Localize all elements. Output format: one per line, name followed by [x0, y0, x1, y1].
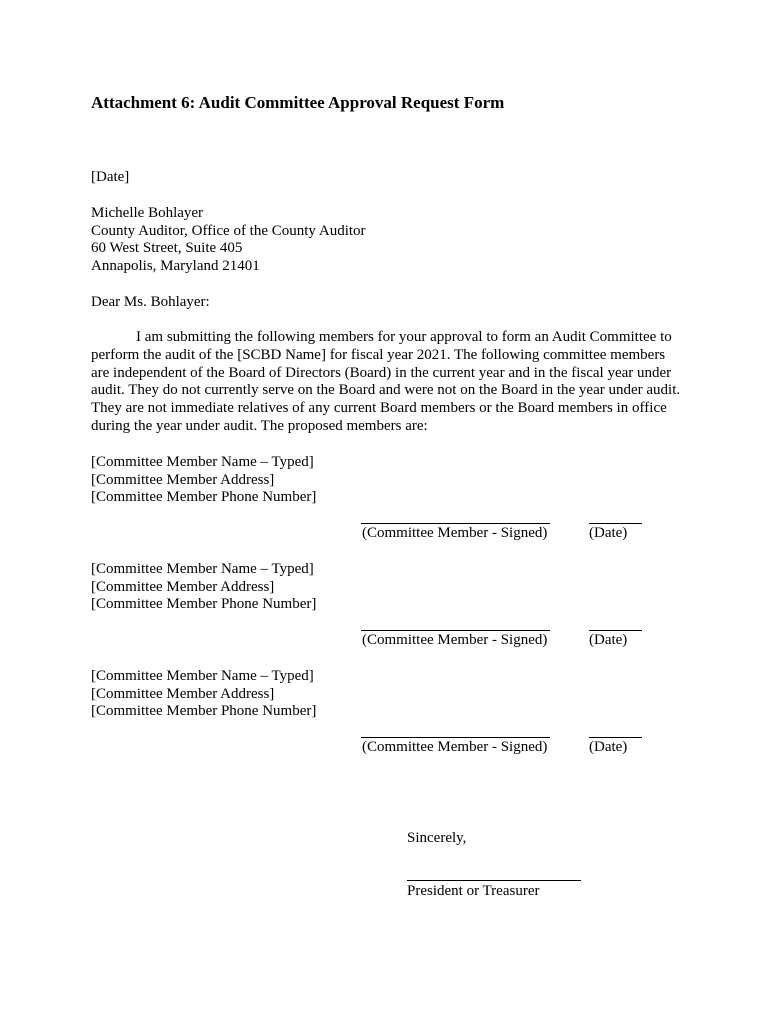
member-date-label: (Date) [589, 739, 628, 755]
member-phone: [Committee Member Phone Number] [91, 596, 317, 613]
member-date-line [589, 737, 642, 738]
body-paragraph: I am submitting the following members for your approval to form an Audit Committee to perform the audit of the [SCBD Name] for fiscal year 2021. The following committee members are independent of the Board of Directors (Board) in the current year and in the fiscal year under audit. They do not currently serve on the Board and were not on the Board in the year under audit. They are not immediate relatives of any current Board members or the Board members in office during the year under audit. The proposed members are: [91, 329, 681, 434]
signer-signature-line [407, 880, 581, 881]
member-block-2 [91, 561, 316, 614]
member-signature-line [361, 737, 550, 738]
document-title: Attachment 6: Audit Committee Approval Request Form [91, 93, 505, 112]
recipient-street: 60 West Street, Suite 405 [91, 240, 243, 256]
member-signed-label: (Committee Member - Signed) [362, 739, 548, 755]
member-signed-label: (Committee Member - Signed) [362, 525, 548, 541]
member-signature-line [361, 630, 550, 631]
member-block-1 [91, 454, 316, 507]
member-name: [Committee Member Name – Typed] [91, 454, 314, 470]
member-address: [Committee Member Address] [91, 578, 275, 595]
date-placeholder: [Date] [91, 169, 130, 185]
recipient-title: County Auditor, Office of the County Auditor [91, 223, 366, 239]
salutation: Dear Ms. Bohlayer: [91, 294, 210, 310]
member-phone: [Committee Member Phone Number] [91, 489, 317, 506]
member-date-line [589, 630, 642, 631]
member-date-label: (Date) [589, 632, 628, 648]
member-block-3 [91, 668, 316, 721]
closing: Sincerely, [407, 830, 467, 846]
recipient-city: Annapolis, Maryland 21401 [91, 258, 260, 274]
member-address: [Committee Member Address] [91, 471, 275, 488]
recipient-name: Michelle Bohlayer [91, 205, 204, 221]
member-signed-label: (Committee Member - Signed) [362, 632, 548, 648]
member-signature-line [361, 523, 550, 524]
member-address: [Committee Member Address] [91, 685, 275, 702]
signer-label: President or Treasurer [407, 883, 540, 899]
member-phone: [Committee Member Phone Number] [91, 703, 317, 720]
member-name: [Committee Member Name – Typed] [91, 561, 314, 577]
member-date-line [589, 523, 642, 524]
member-date-label: (Date) [589, 525, 628, 541]
member-name: [Committee Member Name – Typed] [91, 668, 314, 684]
